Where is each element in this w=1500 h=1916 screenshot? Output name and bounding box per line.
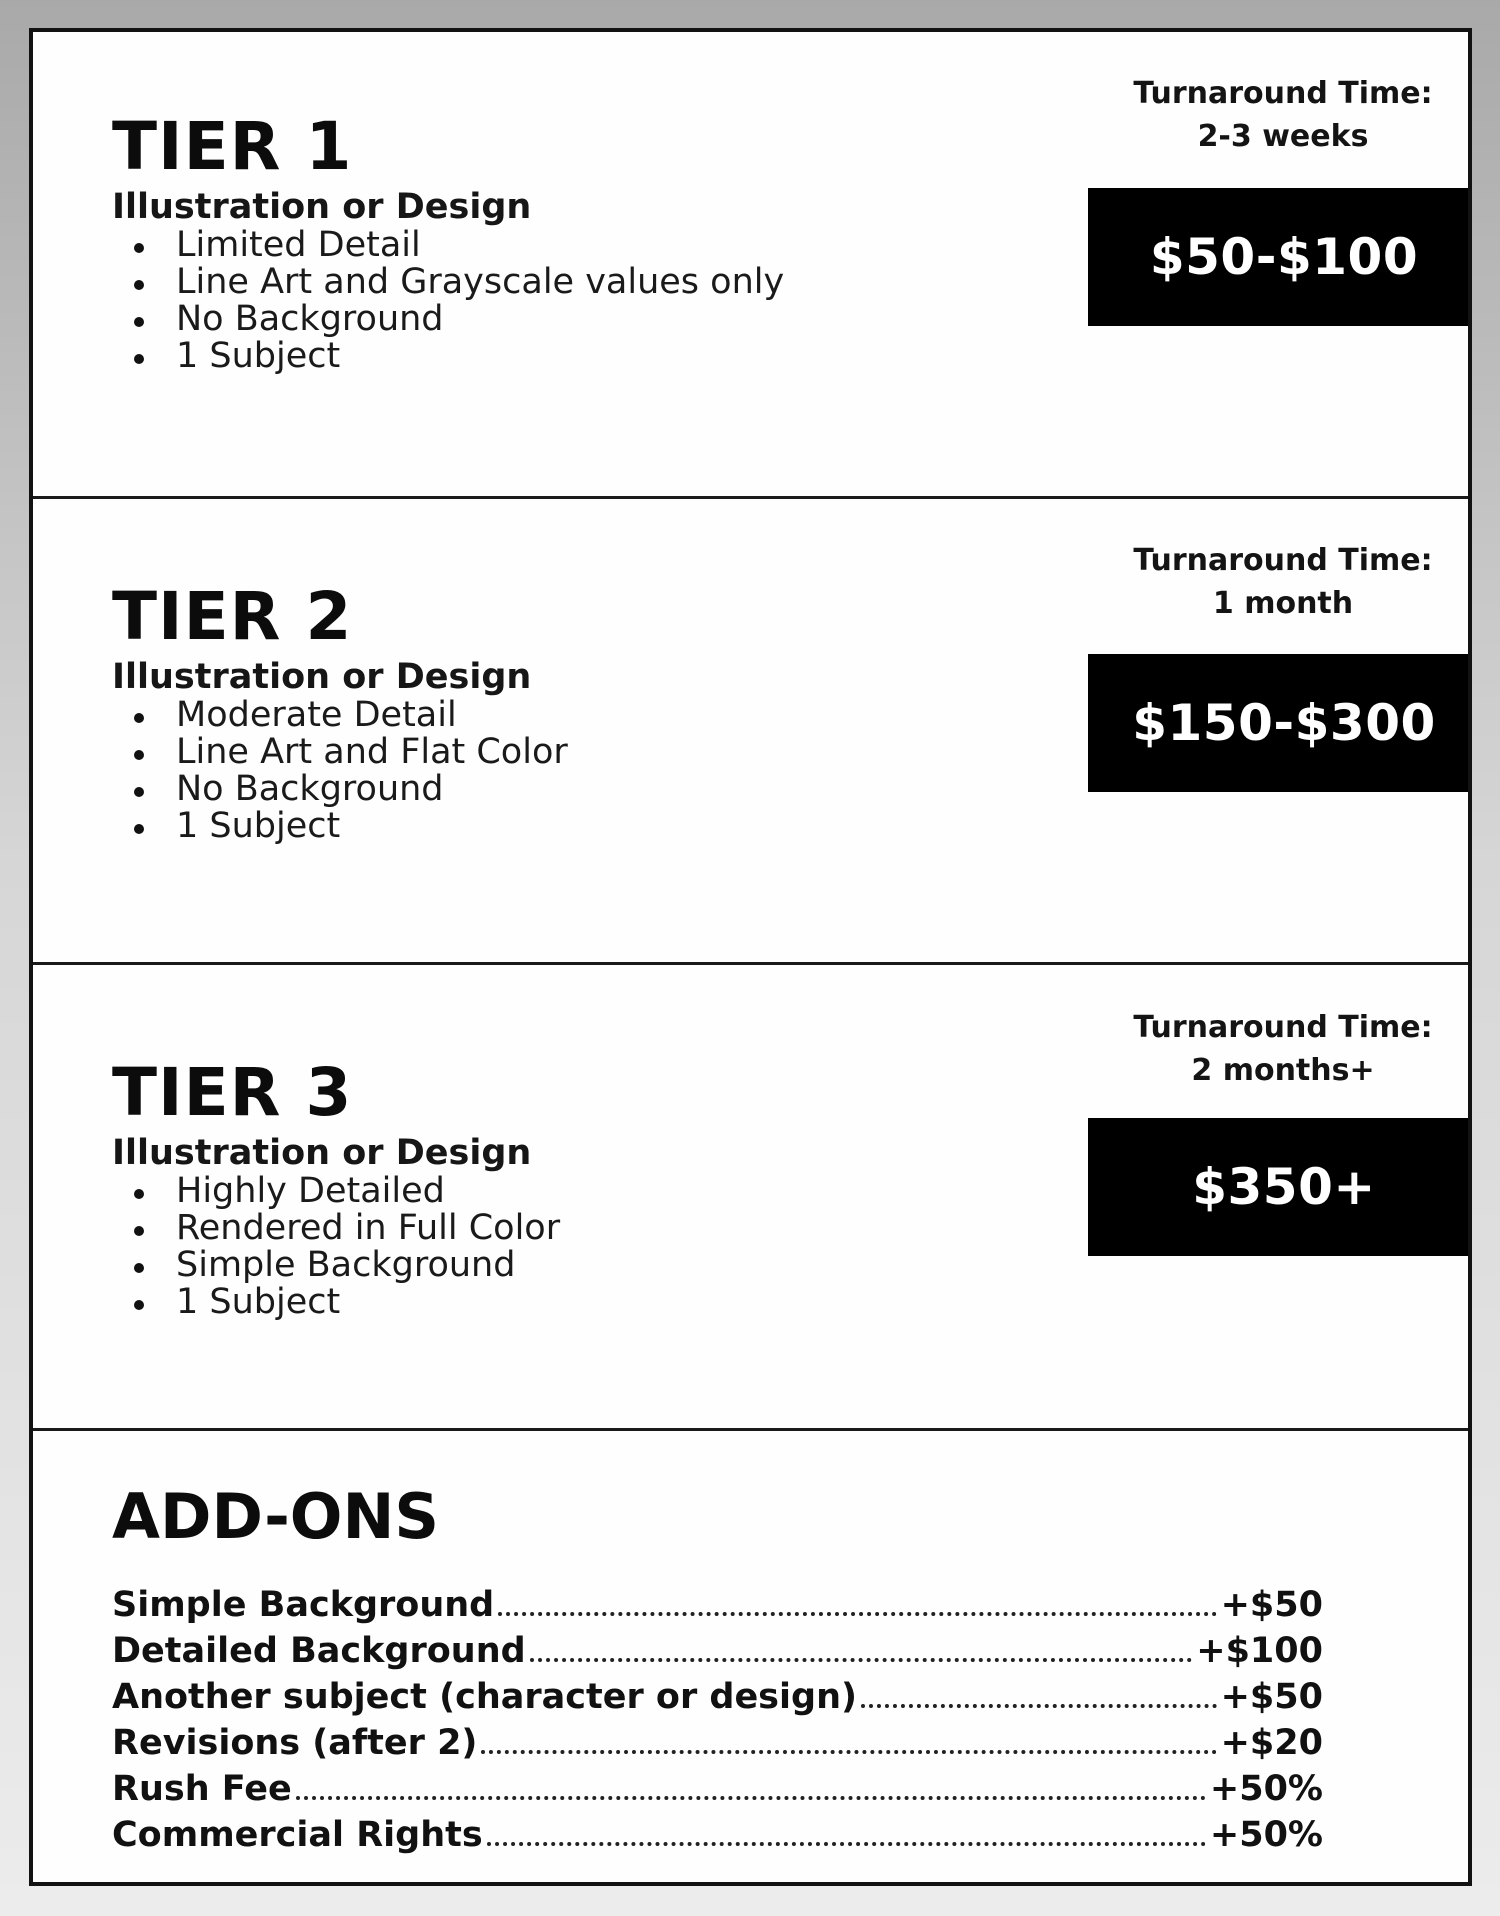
addon-price: +$20 — [1220, 1723, 1323, 1763]
tier-3-turnaround — [1083, 1006, 1472, 1092]
addon-list — [112, 1582, 1323, 1858]
addon-row — [112, 1766, 1323, 1812]
addon-price: +50% — [1209, 1815, 1323, 1855]
tier-3-section — [33, 962, 1468, 1428]
addon-row — [112, 1628, 1323, 1674]
bullet-icon — [134, 1263, 144, 1273]
list-item: Rendered in Full Color — [112, 1210, 560, 1247]
addon-row — [112, 1674, 1323, 1720]
tier-2-feature-list — [112, 697, 568, 845]
bullet-icon — [134, 243, 144, 253]
tier-2-price: $150-$300 — [1088, 654, 1472, 792]
bullet-icon — [134, 750, 144, 760]
list-item: Simple Background — [112, 1247, 560, 1284]
addon-price: +50% — [1209, 1769, 1323, 1809]
tier-1-section — [33, 32, 1468, 496]
turnaround-value: 2-3 weeks — [1197, 119, 1369, 154]
section-divider — [33, 962, 1468, 965]
dot-leader — [861, 1704, 1217, 1708]
bullet-icon — [134, 824, 144, 834]
list-item: 1 Subject — [112, 1284, 560, 1321]
section-divider — [33, 496, 1468, 499]
addon-label: Simple Background — [112, 1585, 495, 1625]
addons-title: ADD-ONS — [112, 1480, 440, 1553]
dot-leader — [530, 1658, 1193, 1662]
price-sheet — [29, 28, 1472, 1886]
dot-leader — [487, 1842, 1206, 1846]
tier-2-turnaround — [1083, 539, 1472, 625]
bullet-icon — [134, 787, 144, 797]
tier-1-title: TIER 1 — [112, 108, 353, 185]
bullet-icon — [134, 1300, 144, 1310]
bullet-icon — [134, 317, 144, 327]
list-item: No Background — [112, 771, 568, 808]
list-item: Line Art and Grayscale values only — [112, 264, 784, 301]
bullet-icon — [134, 1226, 144, 1236]
section-divider — [33, 1428, 1468, 1431]
addons-section — [33, 1428, 1468, 1886]
addon-price: +$100 — [1196, 1631, 1323, 1671]
addon-label: Commercial Rights — [112, 1815, 483, 1855]
list-item: Highly Detailed — [112, 1173, 560, 1210]
tier-1-turnaround — [1083, 72, 1472, 158]
addon-row — [112, 1812, 1323, 1858]
turnaround-value: 2 months+ — [1191, 1053, 1375, 1088]
tier-2-title: TIER 2 — [112, 578, 353, 655]
tier-1-feature-list — [112, 227, 784, 375]
turnaround-label: Turnaround Time: — [1133, 543, 1433, 578]
tier-2-section — [33, 496, 1468, 962]
tier-2-subtitle: Illustration or Design — [112, 657, 532, 697]
addon-price: +$50 — [1220, 1677, 1323, 1717]
turnaround-value: 1 month — [1212, 586, 1354, 621]
tier-3-feature-list — [112, 1173, 560, 1321]
addon-row — [112, 1582, 1323, 1628]
addon-label: Rush Fee — [112, 1769, 292, 1809]
turnaround-label: Turnaround Time: — [1133, 1010, 1433, 1045]
addon-label: Detailed Background — [112, 1631, 526, 1671]
list-item: Line Art and Flat Color — [112, 734, 568, 771]
bullet-icon — [134, 713, 144, 723]
list-item: No Background — [112, 301, 784, 338]
bullet-icon — [134, 354, 144, 364]
list-item: Limited Detail — [112, 227, 784, 264]
tier-3-title: TIER 3 — [112, 1054, 353, 1131]
list-item: 1 Subject — [112, 808, 568, 845]
bullet-icon — [134, 280, 144, 290]
addon-label: Another subject (character or design) — [112, 1677, 857, 1717]
tier-3-subtitle: Illustration or Design — [112, 1133, 532, 1173]
addon-row — [112, 1720, 1323, 1766]
addon-label: Revisions (after 2) — [112, 1723, 478, 1763]
dot-leader — [498, 1612, 1216, 1616]
bullet-icon — [134, 1189, 144, 1199]
list-item: 1 Subject — [112, 338, 784, 375]
addon-price: +$50 — [1220, 1585, 1323, 1625]
dot-leader — [296, 1796, 1206, 1800]
tier-1-subtitle: Illustration or Design — [112, 187, 532, 227]
tier-3-price: $350+ — [1088, 1118, 1472, 1256]
tier-1-price: $50-$100 — [1088, 188, 1472, 326]
dot-leader — [481, 1750, 1216, 1754]
list-item: Moderate Detail — [112, 697, 568, 734]
turnaround-label: Turnaround Time: — [1133, 76, 1433, 111]
